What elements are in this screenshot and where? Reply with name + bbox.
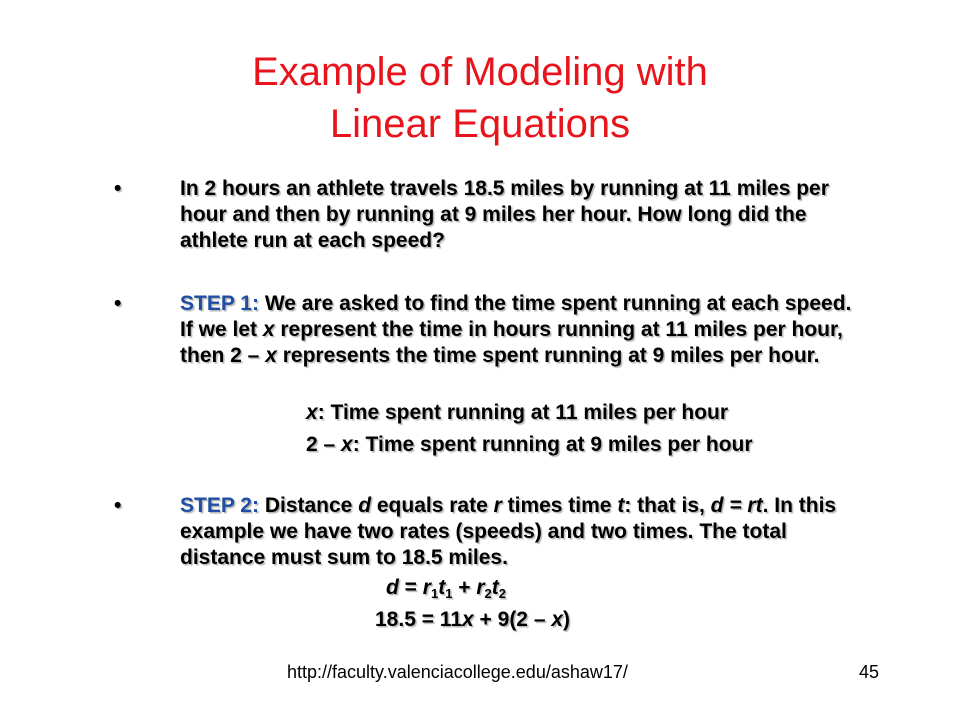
equation-substituted xyxy=(375,607,570,633)
bullet-step-1 xyxy=(114,291,854,369)
definition-2-text: : Time spent running at 9 miles per hour xyxy=(352,433,753,456)
eq-term: x xyxy=(551,608,564,631)
title-line-1: Example of Modeling with xyxy=(252,50,708,94)
eq-term: ) xyxy=(563,608,571,631)
variable-t: t xyxy=(617,494,625,517)
definition-2-prefix: 2 – xyxy=(306,433,342,456)
step-2-part: : that is, xyxy=(624,494,711,517)
eq-term: + 9(2 – xyxy=(473,608,552,631)
step-2-part: equals rate xyxy=(371,494,494,517)
step-2-part: . In this example we have two rates (speeds) and two times. The total distance must sum to 18.5 miles. xyxy=(180,494,837,569)
variable-x: x xyxy=(306,401,318,424)
bullet-glyph: • xyxy=(114,494,122,517)
variable-x: x xyxy=(341,433,353,456)
eq-term: t xyxy=(438,576,446,599)
eq-term: r xyxy=(422,576,431,599)
definition-2 xyxy=(306,432,753,458)
eq-term: x xyxy=(462,608,474,631)
eq-term: t xyxy=(491,576,499,599)
step-2-part: Distance xyxy=(258,494,359,517)
definition-1-text: : Time spent running at 11 miles per hour xyxy=(317,401,729,424)
eq-term: = xyxy=(398,576,423,599)
page-number: 45 xyxy=(859,662,880,682)
eq-subscript: 1 xyxy=(430,586,439,601)
bullet-glyph: • xyxy=(114,292,122,315)
bullet-problem xyxy=(114,176,854,254)
bullet-glyph: • xyxy=(114,177,122,200)
eq-term: d xyxy=(386,576,399,599)
eq-term: r xyxy=(476,576,485,599)
variable-x: x xyxy=(262,318,275,341)
step-1-label: STEP 1: xyxy=(180,292,259,315)
definition-1 xyxy=(306,400,728,426)
variable-d: d xyxy=(358,494,372,517)
eq-subscript: 2 xyxy=(484,586,492,601)
variable-r: r xyxy=(493,494,502,517)
bullet-step-2 xyxy=(114,493,854,571)
step-1-part: represent the time in hours running at 11 miles per hour, then 2 – xyxy=(180,318,843,367)
formula-d-rt: d = rt xyxy=(710,494,763,517)
step-2-label: STEP 2: xyxy=(180,494,259,517)
step-2-part: times time xyxy=(501,494,618,517)
eq-subscript: 2 xyxy=(498,586,507,601)
step-1-part: represents the time spent running at 9 miles per hour. xyxy=(276,344,820,367)
step-2-text xyxy=(180,493,854,571)
step-1-text xyxy=(180,291,854,369)
problem-text: In 2 hours an athlete travels 18.5 miles by running at 11 miles per hour and then by running at 9 miles her hour. How long did the athlete run at each speed? xyxy=(180,177,829,252)
equation-distance-sum xyxy=(386,575,506,601)
slide-title xyxy=(0,46,960,150)
footer-url: http://faculty.valenciacollege.edu/ashaw17/ xyxy=(287,662,628,682)
variable-x: x xyxy=(265,344,277,367)
title-line-2: Linear Equations xyxy=(329,102,631,146)
eq-subscript: 1 xyxy=(445,586,453,601)
eq-term: 18.5 = 11 xyxy=(375,608,463,631)
eq-term: + xyxy=(452,576,477,599)
step-1-part: We are asked to find the time spent running at each speed. If we let xyxy=(180,292,852,341)
